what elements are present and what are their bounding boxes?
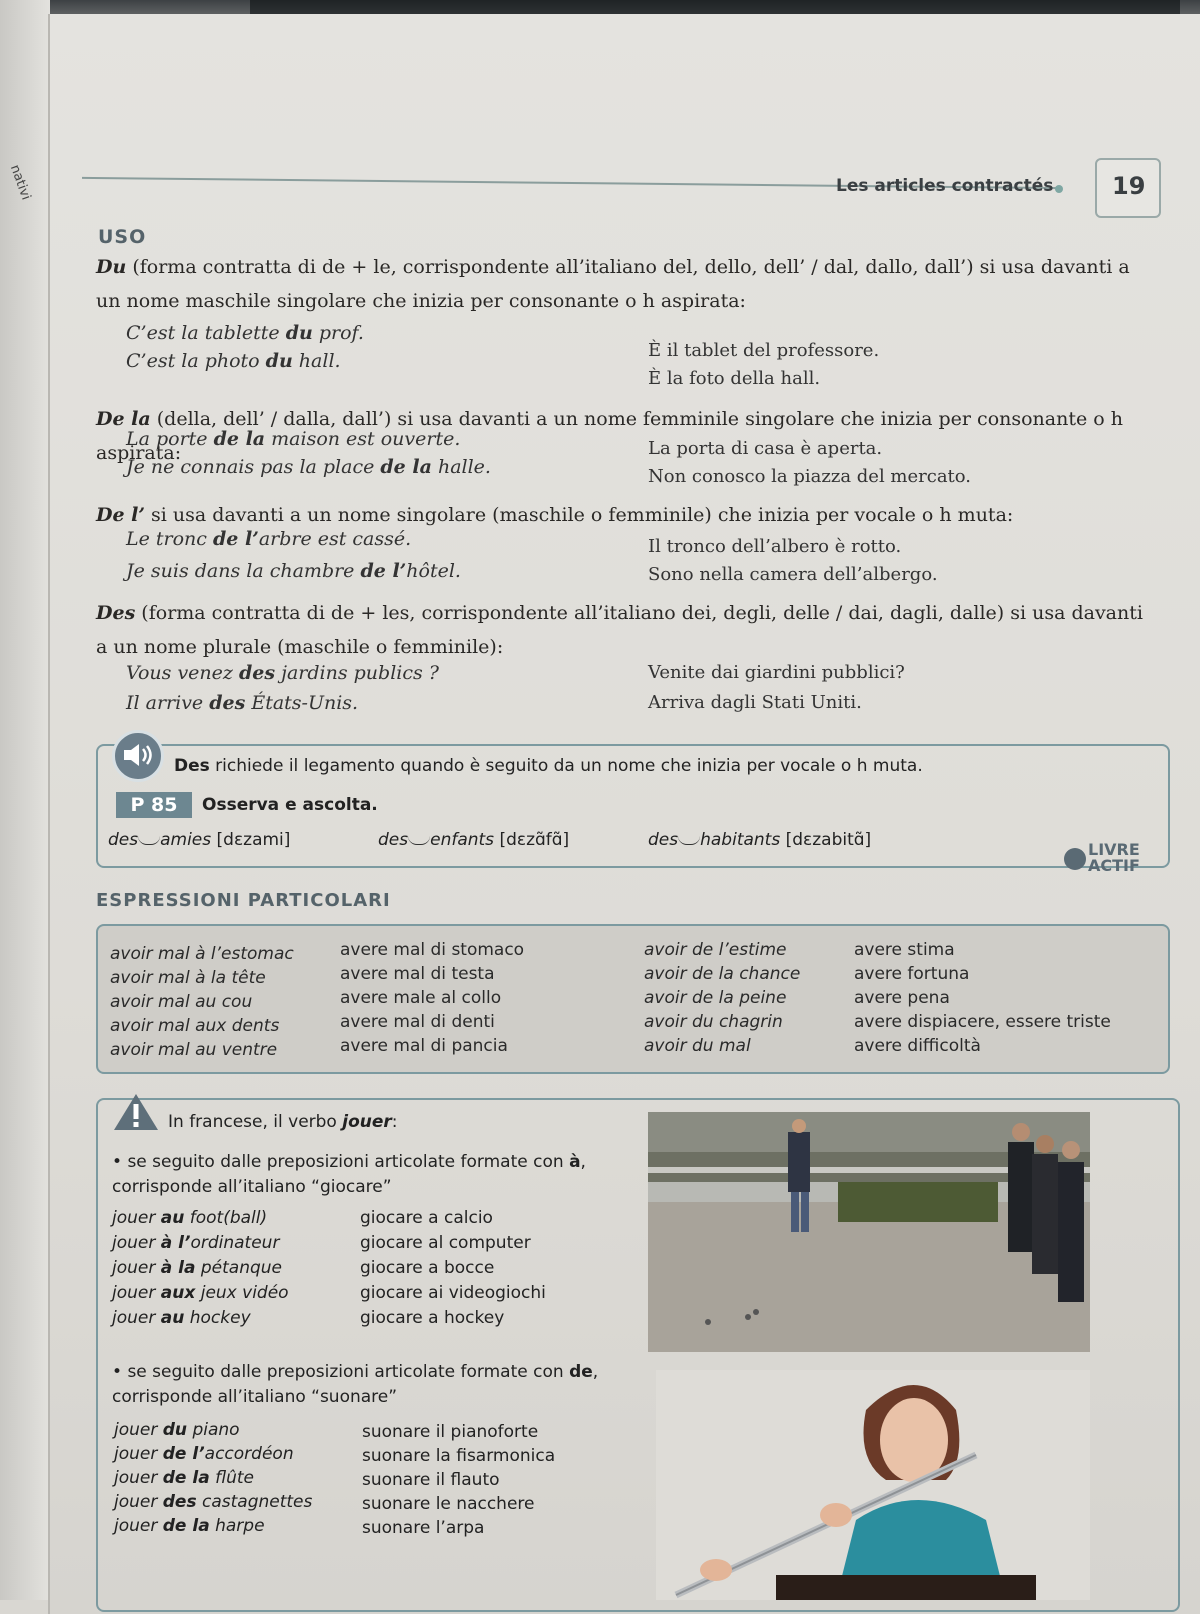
liaison-article: des: [648, 830, 679, 850]
expr-fr-text: avoir mal au cou: [110, 992, 253, 1012]
example-fr-part: jardins publics ?: [275, 662, 439, 684]
expr-fr: [110, 944, 294, 964]
petanque-scene: [648, 1112, 1090, 1352]
jouer-it: suonare il flauto: [362, 1470, 500, 1490]
expr-it: avere male al collo: [340, 988, 502, 1008]
section-title-uso: USO: [98, 226, 147, 248]
lead-de-la: De la: [96, 408, 151, 430]
jouer-fr-prep: à l’: [160, 1233, 191, 1253]
jouer-fr: [112, 1258, 282, 1278]
paragraph-des-text: (forma contratta di de + les, corrispondente all’italiano dei, degli, delle / dai, dagli, dalle) si usa davanti a un nome plurale (maschile o femminile):: [96, 602, 1143, 658]
note-text: richiede il legamento quando è seguito da un nome che inizia per vocale o h muta.: [209, 756, 923, 776]
expr-fr: [644, 940, 787, 960]
speaker-icon[interactable]: [112, 730, 164, 782]
speaker-glyph: [124, 744, 154, 766]
example-fr-part: hôtel.: [406, 560, 461, 582]
example-it: È il tablet del professore.: [648, 340, 880, 361]
example-fr-article: de l’: [212, 528, 259, 550]
expr-it: avere stima: [854, 940, 955, 960]
example-fr-article: des: [209, 692, 246, 714]
example-fr-part: C’est la tablette: [126, 322, 286, 344]
lead-des: Des: [96, 602, 136, 624]
example-fr: [126, 528, 411, 550]
jouer-fr-v: jouer: [112, 1233, 161, 1253]
bullet-prep: de: [569, 1362, 593, 1382]
jouer-fr-v: jouer: [114, 1468, 163, 1488]
jouer-it: suonare la fisarmonica: [362, 1446, 556, 1466]
jouer-it: suonare il pianoforte: [362, 1422, 539, 1442]
section-title-espressioni: ESPRESSIONI PARTICOLARI: [96, 890, 391, 911]
jouer-fr-prep: de la: [162, 1516, 210, 1536]
liaison-arc: [678, 836, 700, 845]
osserva-label: Osserva e ascolta.: [202, 795, 378, 815]
example-fr: [126, 662, 439, 684]
jouer-it: suonare l’arpa: [362, 1518, 485, 1538]
jouer-fr: [114, 1444, 294, 1464]
jouer-intro-a: In francese, il verbo: [168, 1112, 343, 1132]
example-fr: [126, 428, 460, 450]
jouer-intro: [168, 1112, 398, 1132]
jouer-fr: [114, 1492, 312, 1512]
jouer-fr-prep: des: [162, 1492, 197, 1512]
paragraph-du: [96, 250, 1156, 318]
expr-fr-text: avoir du chagrin: [644, 1012, 783, 1032]
jouer-it: giocare al computer: [360, 1233, 531, 1253]
example-fr-part: arbre est cassé.: [258, 528, 412, 550]
jouer-fr-v: jouer: [114, 1492, 163, 1512]
expr-fr: [644, 1036, 751, 1056]
jouer-fr-n: castagnettes: [196, 1492, 313, 1512]
expr-fr-text: avoir mal à l’estomac: [110, 944, 294, 964]
warning-icon: [112, 1092, 160, 1132]
liaison-arc: [408, 836, 430, 845]
example-fr-part: La porte: [126, 428, 214, 450]
paragraph-du-text: (forma contratta di de + le, corrispondente all’italiano del, dello, dell’ / dal, dallo, dall’) si usa davanti a un nome maschile singolare che inizia per consonante o h aspirata:: [96, 256, 1130, 312]
jouer-fr-prep: de la: [162, 1468, 210, 1488]
example-fr-part: halle.: [431, 456, 491, 478]
example-fr-part: maison est ouverte.: [265, 428, 461, 450]
livre-text-1: LIVRE: [1088, 840, 1140, 859]
jouer-fr-prep: aux: [160, 1283, 196, 1303]
example-fr-part: Vous venez: [126, 662, 239, 684]
expr-it: avere mal di denti: [340, 1012, 495, 1032]
liaison-ipa: [dɛzami]: [216, 830, 291, 850]
bullet-text-c: , corrisponde all’italiano “giocare”: [112, 1152, 586, 1197]
bullet-text-a: se seguito dalle preposizioni articolate formate con: [127, 1362, 570, 1382]
expr-fr-text: avoir de la peine: [644, 988, 787, 1008]
example-fr: [126, 560, 461, 582]
example-it: Il tronco dell’albero è rotto.: [648, 536, 902, 557]
jouer-fr-prep: du: [162, 1420, 188, 1440]
example-fr-part: États-Unis.: [245, 692, 359, 714]
example-it: È la foto della hall.: [648, 368, 821, 389]
example-fr: [126, 322, 364, 344]
lead-du: Du: [96, 256, 127, 278]
jouer-fr-n: pétanque: [195, 1258, 283, 1278]
expr-fr-text: avoir mal à la tête: [110, 968, 266, 988]
expr-fr-text: avoir mal au ventre: [110, 1040, 278, 1060]
lead-de-l: De l’: [96, 504, 146, 526]
expr-it: avere pena: [854, 988, 950, 1008]
jouer-fr-n: hockey: [184, 1308, 251, 1328]
jouer-fr: [114, 1420, 240, 1440]
expr-fr-text: avoir de l’estime: [644, 940, 787, 960]
jouer-fr-v: jouer: [112, 1208, 161, 1228]
bullet-prep: à: [569, 1152, 581, 1172]
example-fr: [126, 692, 358, 714]
jouer-fr-v: jouer: [112, 1258, 161, 1278]
expr-fr: [110, 992, 252, 1012]
example-fr-part: C’est la photo: [126, 350, 266, 372]
jouer-fr-n: ordinateur: [190, 1233, 280, 1253]
example-fr-article: du: [265, 350, 293, 372]
example-fr: [126, 456, 491, 478]
liaison-article: des: [378, 830, 409, 850]
expr-it: avere mal di stomaco: [340, 940, 525, 960]
example-it: Venite dai giardini pubblici?: [648, 662, 905, 683]
jouer-it: giocare a bocce: [360, 1258, 495, 1278]
jouer-fr-prep: au: [160, 1208, 185, 1228]
petanque-photo: [648, 1112, 1090, 1352]
example-fr-article: de l’: [360, 560, 407, 582]
audio-track-badge[interactable]: P 85: [116, 792, 192, 818]
jouer-fr-n: flûte: [209, 1468, 254, 1488]
liaison-example: [108, 830, 290, 850]
liaison-noun: amies: [160, 830, 212, 850]
example-it: Sono nella camera dell’albergo.: [648, 564, 938, 585]
jouer-fr-n: foot(ball): [184, 1208, 268, 1228]
jouer-fr-prep: au: [160, 1308, 185, 1328]
expr-it: avere dispiacere, essere triste: [854, 1012, 1111, 1032]
jouer-fr-prep: à la: [160, 1258, 196, 1278]
example-fr-part: Je suis dans la chambre: [126, 560, 361, 582]
livre-actif-text: [1088, 842, 1140, 874]
liaison-ipa: [dɛzɑ̃fɑ̃]: [499, 830, 570, 850]
jouer-fr: [112, 1308, 251, 1328]
expr-fr: [644, 1012, 783, 1032]
livre-text-2: ACTIF: [1088, 856, 1140, 875]
example-fr: [126, 350, 341, 372]
example-fr-article: de la: [213, 428, 266, 450]
jouer-fr-v: jouer: [112, 1283, 161, 1303]
liaison-noun: enfants: [430, 830, 495, 850]
expr-fr-text: avoir mal aux dents: [110, 1016, 280, 1036]
expr-it: avere mal di pancia: [340, 1036, 508, 1056]
example-fr-part: Il arrive: [126, 692, 210, 714]
note-lead: Des: [174, 756, 210, 776]
jouer-fr: [112, 1208, 267, 1228]
jouer-fr-v: jouer: [112, 1308, 161, 1328]
example-it: Arriva dagli Stati Uniti.: [648, 692, 862, 713]
expr-it: avere difficoltà: [854, 1036, 981, 1056]
example-fr-part: prof.: [312, 322, 364, 344]
example-it: Non conosco la piazza del mercato.: [648, 466, 972, 487]
example-it: La porta di casa è aperta.: [648, 438, 883, 459]
expr-fr: [644, 964, 800, 984]
liaison-note: [174, 756, 923, 776]
example-fr-article: des: [238, 662, 276, 684]
expr-fr: [110, 1016, 279, 1036]
edge-text: nativi: [6, 162, 34, 203]
jouer-fr-v: jouer: [114, 1516, 163, 1536]
jouer-fr-prep: de l’: [162, 1444, 205, 1464]
example-fr-part: hall.: [292, 350, 341, 372]
expr-fr: [644, 988, 786, 1008]
paragraph-de-la-text: (della, dell’ / dalla, dall’) si usa davanti a un nome femminile singolare che inizia per consonante o h aspirata:: [96, 408, 1123, 464]
expr-fr-text: avoir de la chance: [644, 964, 801, 984]
expr-fr: [110, 1040, 277, 1060]
jouer-it: suonare le nacchere: [362, 1494, 535, 1514]
bullet-giocare: • se seguito dalle preposizioni articolate formate con à, corrisponde all’italiano “giocare”: [112, 1152, 586, 1197]
bullet-suonare: • se seguito dalle preposizioni articolate formate con de, corrisponde all’italiano “suonare”: [112, 1362, 599, 1407]
bullet-text-a: se seguito dalle preposizioni articolate formate con: [127, 1152, 570, 1172]
paragraph-de-l-text: si usa davanti a un nome singolare (maschile o femminile) che inizia per vocale o h muta:: [145, 504, 1014, 526]
liaison-article: des: [108, 830, 139, 850]
liaison-example: [378, 830, 569, 850]
previous-page-edge: [0, 0, 50, 1600]
liaison-arc: [138, 836, 160, 845]
jouer-fr: [114, 1468, 254, 1488]
jouer-fr-v: jouer: [114, 1420, 163, 1440]
jouer-fr-v: jouer: [114, 1444, 163, 1464]
liaison-ipa: [dɛzabitɑ̃]: [785, 830, 872, 850]
expr-it: avere fortuna: [854, 964, 970, 984]
livre-actif-icon: [1064, 848, 1086, 870]
jouer-it: giocare a calcio: [360, 1208, 493, 1228]
jouer-fr: [114, 1516, 265, 1536]
example-fr-part: Je ne connais pas la place: [126, 456, 381, 478]
jouer-fr: [112, 1283, 289, 1303]
header-dot: [1055, 185, 1063, 193]
jouer-it: giocare a hockey: [360, 1308, 505, 1328]
warning-glyph: [112, 1092, 160, 1132]
livre-actif-logo[interactable]: [1064, 842, 1160, 878]
example-fr-part: Le tronc: [126, 528, 213, 550]
jouer-fr-n: harpe: [209, 1516, 265, 1536]
jouer-verb: jouer: [342, 1112, 392, 1132]
expr-fr-text: avoir du mal: [644, 1036, 751, 1056]
example-fr-article: du: [285, 322, 313, 344]
jouer-fr-n: accordéon: [204, 1444, 294, 1464]
paragraph-de-l: [96, 498, 1156, 532]
liaison-noun: habitants: [700, 830, 781, 850]
page-number: 19: [1112, 172, 1146, 200]
liaison-example: [648, 830, 871, 850]
flute-scene: [656, 1370, 1090, 1600]
bullet-text-c: , corrisponde all’italiano “suonare”: [112, 1362, 599, 1407]
jouer-it: giocare ai videogiochi: [360, 1283, 546, 1303]
expr-fr: [110, 968, 266, 988]
jouer-fr-n: jeux vidéo: [195, 1283, 289, 1303]
jouer-fr: [112, 1233, 279, 1253]
expr-it: avere mal di testa: [340, 964, 495, 984]
example-fr-article: de la: [380, 456, 432, 478]
jouer-intro-c: :: [391, 1112, 398, 1132]
flute-photo: [656, 1370, 1090, 1600]
page-header-title: Les articles contractés: [836, 176, 1054, 196]
jouer-fr-n: piano: [187, 1420, 240, 1440]
paragraph-des: [96, 596, 1156, 664]
